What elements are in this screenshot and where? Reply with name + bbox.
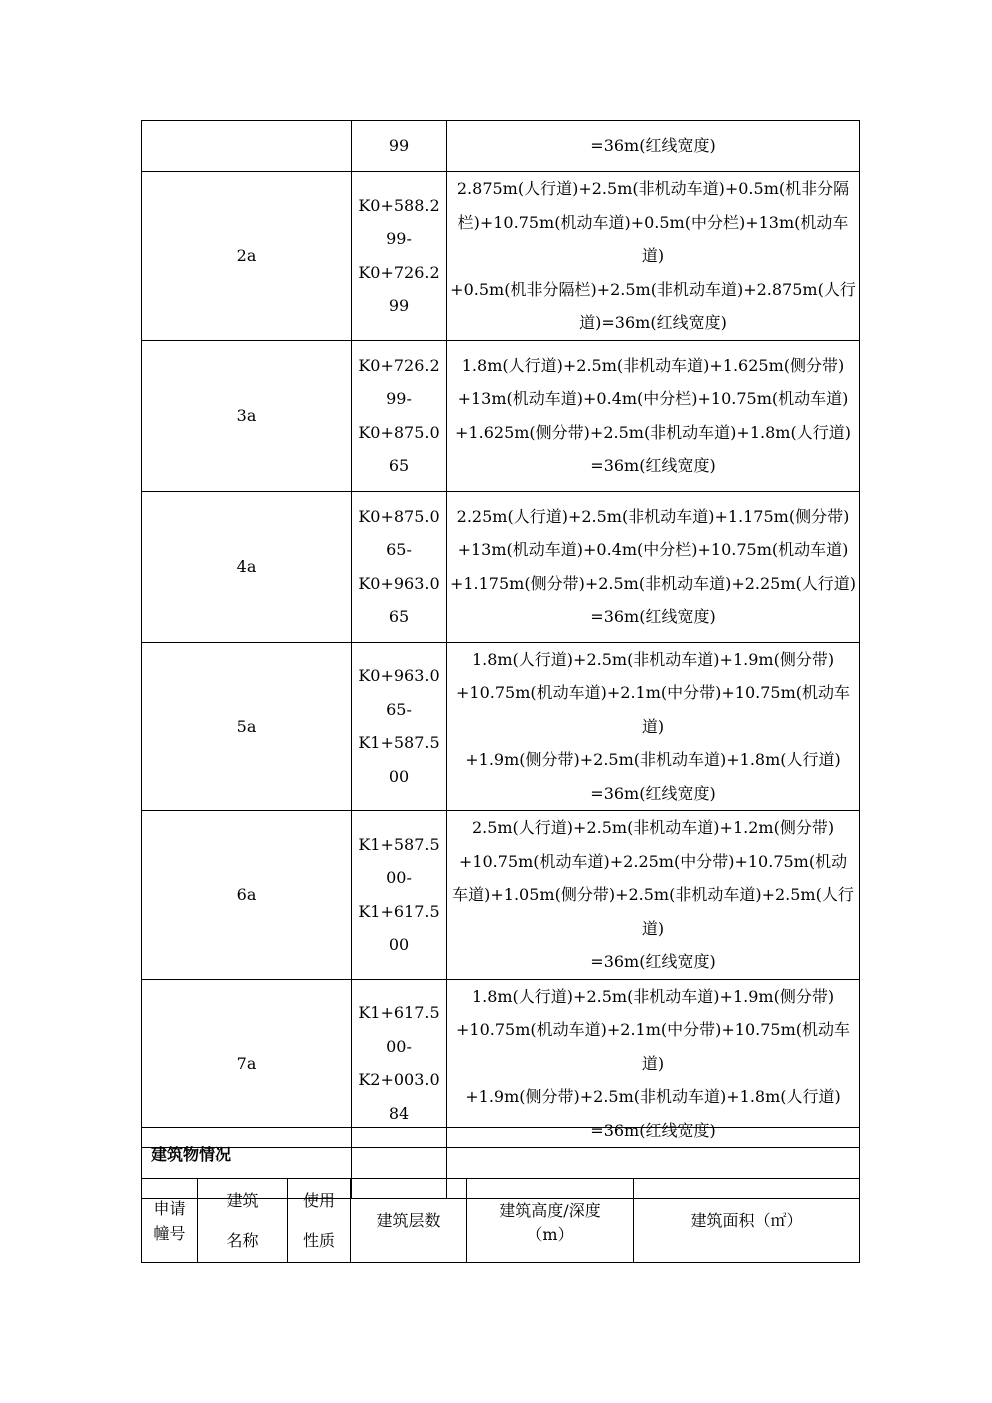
chainage-line: 00	[388, 766, 410, 786]
chainage-line: K0+875.0	[358, 422, 440, 442]
chainage-line: K0+963.0	[358, 666, 440, 686]
chainage-line: K2+003.0	[358, 1070, 440, 1090]
chainage-line: K0+726.2	[358, 262, 440, 282]
section-title-row	[142, 1128, 860, 1179]
header-row	[142, 1179, 860, 1263]
desc-line: 道)=36m(红线宽度)	[579, 313, 727, 332]
chainage-line: K0+588.2	[358, 195, 440, 215]
section-name-cell: 2a	[142, 172, 352, 341]
chainage-line: K1+587.5	[358, 834, 440, 854]
chainage-line: K1+617.5	[358, 901, 440, 921]
section-name-cell: 6a	[142, 811, 352, 980]
table-row	[142, 172, 860, 341]
desc-line: =36m(红线宽度)	[590, 136, 716, 156]
header-line: 建筑高度/深度	[499, 1200, 601, 1220]
cross-section-desc-cell	[447, 340, 860, 491]
chainage-line: 00	[388, 935, 410, 955]
chainage-line: 00-	[386, 1036, 412, 1056]
chainage-line: 84	[388, 1103, 410, 1123]
header-usage	[288, 1179, 351, 1263]
desc-line: =36m(红线宽度)	[590, 456, 716, 475]
table-row	[142, 642, 860, 811]
desc-line: +0.5m(机非分隔栏)+2.5m(非机动车道)+2.875m(人行	[450, 279, 856, 299]
desc-line: 2.875m(人行道)+2.5m(非机动车道)+0.5m(机非分隔	[456, 179, 850, 198]
table-row	[142, 979, 860, 1148]
desc-line: +13m(机动车道)+0.4m(中分栏)+10.75m(机动车道)	[457, 540, 849, 559]
desc-line: 1.8m(人行道)+2.5m(非机动车道)+1.9m(侧分带)	[471, 649, 835, 669]
header-floors: 建筑层数	[351, 1179, 467, 1263]
header-line: 性质	[302, 1230, 335, 1250]
desc-line: =36m(红线宽度)	[590, 952, 716, 971]
desc-line: +1.9m(侧分带)+2.5m(非机动车道)+1.8m(人行道)	[465, 750, 841, 769]
header-line: 名称	[226, 1230, 259, 1250]
table-row	[142, 491, 860, 642]
desc-line: 1.8m(人行道)+2.5m(非机动车道)+1.625m(侧分带)	[461, 355, 845, 375]
header-line: 使用	[302, 1190, 335, 1210]
desc-line: =36m(红线宽度)	[590, 783, 716, 803]
desc-line: +1.9m(侧分带)+2.5m(非机动车道)+1.8m(人行道)	[465, 1087, 841, 1106]
chainage-line: 99-	[386, 229, 412, 249]
cross-section-desc-cell	[447, 642, 860, 811]
chainage-range-cell	[352, 491, 447, 642]
chainage-range-cell	[352, 121, 447, 172]
desc-line: +10.75m(机动车道)+2.1m(中分带)+10.75m(机动车道)	[455, 1020, 850, 1073]
chainage-line: K1+587.5	[358, 733, 440, 753]
cross-section-desc-cell	[447, 121, 860, 172]
table-row	[142, 121, 860, 172]
chainage-line: 65	[388, 607, 410, 626]
chainage-range-cell	[352, 340, 447, 491]
chainage-line: 65	[388, 456, 410, 475]
chainage-line: 99	[388, 136, 410, 156]
desc-line: =36m(红线宽度)	[590, 1120, 716, 1140]
desc-line: 车道)+1.05m(侧分带)+2.5m(非机动车道)+2.5m(人行道)	[452, 885, 854, 938]
desc-line: 2.25m(人行道)+2.5m(非机动车道)+1.175m(侧分带)	[456, 506, 850, 526]
chainage-range-cell	[352, 979, 447, 1148]
header-building-no	[142, 1179, 198, 1263]
desc-line: 2.5m(人行道)+2.5m(非机动车道)+1.2m(侧分带)	[471, 818, 835, 837]
chainage-line: K1+617.5	[358, 1003, 440, 1023]
section-name-cell: 7a	[142, 979, 352, 1148]
table-row	[142, 811, 860, 980]
table-row	[142, 340, 860, 491]
header-line: 幢号	[153, 1223, 186, 1243]
desc-line: 栏)+10.75m(机动车道)+0.5m(中分栏)+13m(机动车道)	[457, 212, 849, 265]
chainage-line: 65-	[386, 540, 412, 559]
cross-section-desc-cell	[447, 811, 860, 980]
cross-section-desc-cell	[447, 491, 860, 642]
chainage-line: K0+963.0	[358, 573, 440, 593]
section-name-cell: 5a	[142, 642, 352, 811]
section-title: 建筑物情况	[142, 1128, 860, 1179]
header-line: 建筑	[226, 1190, 259, 1210]
road-section-body	[142, 121, 860, 1199]
chainage-line: K0+726.2	[358, 355, 440, 375]
chainage-line: 99-	[386, 389, 412, 408]
desc-line: 1.8m(人行道)+2.5m(非机动车道)+1.9m(侧分带)	[471, 986, 835, 1006]
header-height	[467, 1179, 634, 1263]
building-info-table	[141, 1127, 860, 1263]
desc-line: +1.175m(侧分带)+2.5m(非机动车道)+2.25m(人行道)	[449, 573, 857, 593]
chainage-line: 99	[388, 296, 410, 316]
chainage-line: K0+875.0	[358, 506, 440, 526]
desc-line: =36m(红线宽度)	[590, 607, 716, 626]
chainage-range-cell	[352, 172, 447, 341]
header-area: 建筑面积（㎡）	[634, 1179, 860, 1263]
chainage-line: 00-	[386, 868, 412, 888]
cross-section-desc-cell	[447, 979, 860, 1148]
section-name-cell: 4a	[142, 491, 352, 642]
header-line: 申请	[153, 1198, 186, 1218]
header-building-name	[198, 1179, 288, 1263]
desc-line: +13m(机动车道)+0.4m(中分栏)+10.75m(机动车道)	[457, 389, 849, 408]
header-line: （m）	[526, 1224, 574, 1244]
road-section-table	[141, 120, 860, 1199]
section-name-cell	[142, 121, 352, 172]
desc-line: +10.75m(机动车道)+2.25m(中分带)+10.75m(机动	[458, 851, 848, 871]
chainage-range-cell	[352, 642, 447, 811]
chainage-range-cell	[352, 811, 447, 980]
section-name-cell: 3a	[142, 340, 352, 491]
desc-line: +10.75m(机动车道)+2.1m(中分带)+10.75m(机动车道)	[455, 683, 850, 736]
chainage-line: 65-	[386, 699, 412, 719]
desc-line: +1.625m(侧分带)+2.5m(非机动车道)+1.8m(人行道)	[455, 422, 851, 442]
cross-section-desc-cell	[447, 172, 860, 341]
